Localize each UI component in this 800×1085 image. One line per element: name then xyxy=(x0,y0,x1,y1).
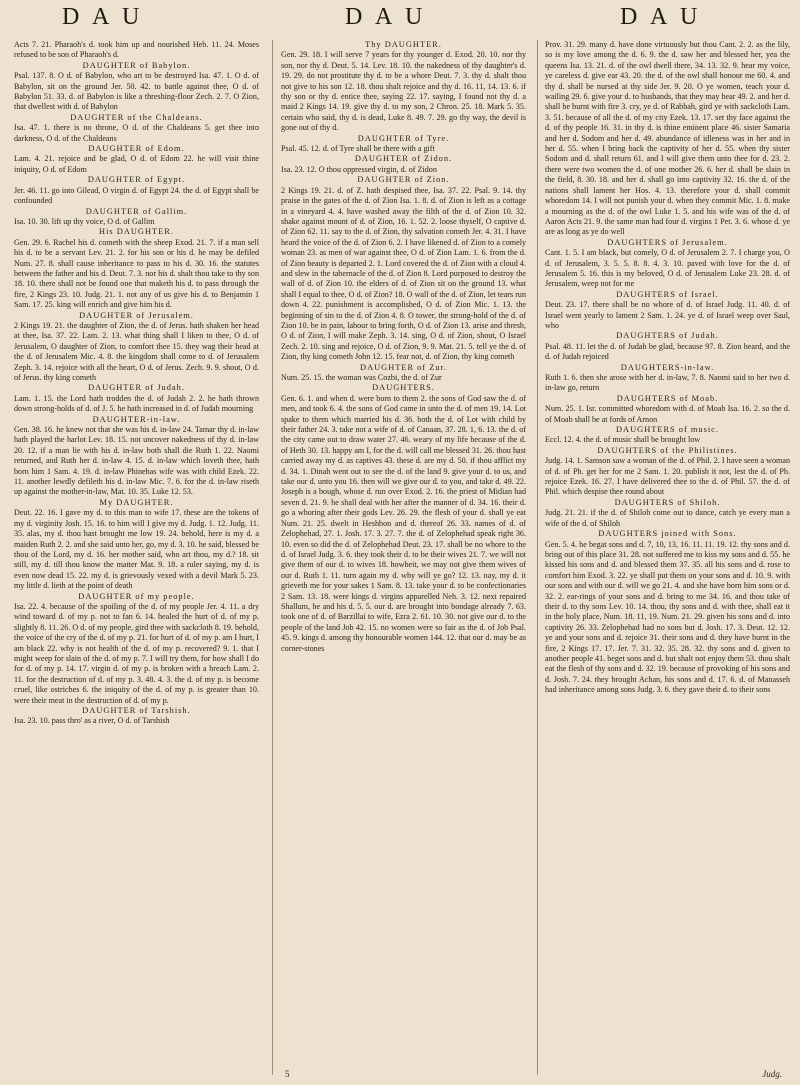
entry-text: Num. 25. 15. the woman was Cozbi, the d. of Zur xyxy=(281,373,442,382)
section-heading: DAUGHTER of Gallim. xyxy=(85,206,188,216)
column-rule xyxy=(537,40,538,1075)
section-heading: DAUGHTER of Babylon. xyxy=(82,60,191,70)
section-heading: DAUGHTER of the Chaldeans. xyxy=(70,112,203,122)
entry-text: Judg. 21. 21. if the d. of Shiloh come out to dance, catch ye every man a wife of the d. of Shiloh xyxy=(545,508,790,528)
entry-text: Lam. 1. 15. the Lord hath trodden the d. of Judah 2. 2. he hath thrown down strong-holds of d. of J. 5. he hath increased in d. of Judah mourning xyxy=(14,393,259,414)
entry-text: Gen. 38. 16. he knew not that she was his d. in-law 24. Tamar thy d. in-law hath played the harlot Lev. 18. 15. not uncover nakedness of thy d. in-law 20. 12. if a man lie with his d. in-law both shall die Ruth 1. 22. Naomi returned, and Ruth her d. in-law 4. 15. d. in-law which loveth thee, hath born him 1 Sam. 4. 19. d. in-law Phinehas wife was with child Ezek. 22. 11. another lewdly defileth his d. in-law Mic. 7. 6. for the d. in-law riseth up against the mother-in-law, Mat. 10. 35. Luke 12. 53. xyxy=(14,425,259,497)
section-heading: Thy DAUGHTER. xyxy=(365,40,442,49)
section-heading: DAUGHTER of Zur. xyxy=(360,362,447,372)
entry-text: Eccl. 12. 4. the d. of music shall be brought low xyxy=(545,435,701,445)
entry-text: Deut. 23. 17. there shall be no whore of d. of Israel Judg. 11. 40. d. of Israel went yearly to lament 2 Sam. 1. 24. ye d. of Israel weep over Saul, who xyxy=(545,300,790,330)
entry-text: Gen. 29. 18. I will serve 7 years for thy younger d. Exod. 20. 10. nor thy son, nor thy d. Deut. 5. 14. Lev. 18. 10. the nakedness of thy daughter's d. 19. 29. do not prostitute thy d. to be a whore Deut. 7. 3. thy d. shalt thou not give to his son 12. 18. thou shalt rejoice and thy d. 16. 11, 14. 13. 6. if thy son or thy d. entice thee, saying 22. 17. saying, I found not thy d. a maid 2 Kings 14. 19. give thy d. to my son, 2 Chron. 25. 18. Mark 5. 35. certain who said, thy d. is dead, Luke 8. 49. 7. 29. go thy way, the devil is gone out of thy d. xyxy=(281,50,526,133)
section-heading: DAUGHTERS joined with Sons. xyxy=(598,529,737,539)
entry-text: Num. 25. 1. Isr. committed whoredom with d. of Moab Isa. 16. 2. so the d. of Moab shall be at fords of Arnon xyxy=(545,404,790,424)
entry-text: Judg. 14. 1. Samson saw a woman of the d. of Phil. 2. I have seen a woman of d. of Ph. get her for me 2 Sam. 1. 20. publish it not, lest the d. of Ph. rejoice Ezek. 16. 27. I have delivered thee to the d. of Phil. 57. the d. of Phil. which despise thee round about xyxy=(545,456,790,497)
section-heading: DAUGHTER of Jerusalem. xyxy=(79,310,194,320)
entry-text: Cant. 1. 5. I am black, but comely, O d. of Jerusalem 2. 7. I charge you, O d. of Jerusalem, 3. 5. 5. 8. 8. 4. 3. 10. paved with love for the d. of Jerusalem 5. 16. this is my beloved, O d. of Jerusalem Luke 23. 28. d. of Jerusalem, weep not for me xyxy=(545,248,790,289)
signature-mark: 5 xyxy=(285,1069,290,1079)
section-heading: DAUGHTERS. xyxy=(372,383,435,393)
entry-text: Gen. 5. 4. he begat sons and d. 7, 10, 13, 16. 11. 11. 19. 12. thy sons and d. bring out of this place 31. 28. not suffered me to kiss my sons and d. 55. he kissed his sons and d. and blessed them 37. 35. all his sons and d. rose to comfort him Exod. 3. 22. ye shall put them on your sons and d. 10. 9. with our sons and with our d. will we go 21. 4. and she have born him sons or d. 32. 2. ear-rings of your sons and d. bring to me 34. 16. and thou take of their d. to thy sons Lev. 10. 14. thou, thy sons and d. with thee, shall eat it in the holy place, Num. 18. 11, 19. Num. 21. 29. given his sons and d. into captivity 26. 33. Zelophehad had no sons but d. Josh. 17. 3. Deut. 12. 12. ye and your sons and d. rejoice 31. their sons and d. they have burnt in the fire, 2 Kings 17. 17. Jer. 7. 31. 32. 35. 28. 32. thy sons and d. given to another people 41. beget sons and d. but shalt not enjoy them 53. thou shalt eat the flesh of thy sons and d. 32. 19. because of provoking of his sons and d. Josh. 7. 24. they brought Achan, his sons and d. 17. 6. d. of Manasseh had inheritance among sons Judg. 3. 6. they gave their d. to their sons xyxy=(545,539,790,695)
entry-text: Jer. 46. 11. go into Gilead, O virgin d. of Egypt 24. the d. of Egypt shall be confounded xyxy=(14,185,259,206)
entry-text: Isa. 10. 30. lift up thy voice, O d. of Gallim xyxy=(14,216,155,226)
column-left xyxy=(14,40,259,1078)
entry-text: Gen. 6. 1. and when d. were born to them 2. the sons of God saw the d. of men, and took 6. 4. the sons of God came in unto the d. of men 19. 14. Lot spake to them which married his d. 36. both the d. of Lot with child by their father 24. 3. take not a wife of d. of Canaan, 37. 28. 1, 6. 13. the d. of the city came out to draw water 27. 46. weary of my life because of the d. of Heth 30. 13. happy am I, for the d. will call me blessed 31. 26. thou hast carried away my d. as captives 43. these d. are my d. 50. if thou afflict my d. 34. 1. Dinah went out to see the d. of the land 9. give your d. to us, and take our d. unto you 16. then will we give our d. to you, and take d. 49. 22. Joseph is a bough, whose d. run over Exod. 2. 16. the priest of Midian had seven d. 21. 9. he shall deal with her after the manner of d. 34. 16. their d. go a whoring after their gods Lev. 26. 29. the flesh of your d. shall ye eat Num. 21. 25. dwelt in Heshbon and d. thereof 26. 33. names of d. of Zelophehad, 27. 1. Josh. 17. 3. 27. 7. the d. of Zelophehad speak right 36. 10. even so did the d. of Zelophehad Deut. 23. 17. shall be no whore to the d. of Israel Judg. 3. 6. they took their d. to be their wives 21. 7. we will not give them of our d. to wives 18. howbeit, we may not give them wives of our d. Ruth 1. 11. turn again my d. why will ye go? 12. 13. nay, my d. it grieveth me for your sakes 1 Sam. 8. 13. take your d. to be confectionaries 2 Sam. 13. 18. were kings d. virgins apparelled Neh. 3. 12. next repaired Shallum, he and his d. 5. 5. our d. are brought into bondage already 7. 63. took one of d. of Barzillai to wife, Ezra 2. 61. 10. 30. not give our d. to the people of the land Job 42. 15. no women were so fair as the d. of Job Psal. 45. 9. kings d. among thy honourable women 144. 12. that our d. may be as corner-stones xyxy=(281,393,526,653)
entry-text: 2 Kings 19. 21. the daughter of Zion, the d. of Jerus. hath shaken her head at thee, Isa. 37. 22. Lam. 2. 13. what thing shall I liken to thee, O d. of Jerusalem, O daughter of Zion, to comfort thee 15. they wag their head at the d. of Jerusalem Mic. 4. 8. the kingdom shall come to d. of Jerusalem Zeph. 3. 14. rejoice with all the heart, O d. of Jerus. Zech. 9. 9. shout, O d. of Jerus. thy king cometh xyxy=(14,320,259,382)
header-center: D A U xyxy=(345,4,427,30)
column-rule xyxy=(272,40,273,1075)
section-heading: DAUGHTER of my people. xyxy=(78,591,195,601)
section-heading: DAUGHTERS of music. xyxy=(616,425,719,435)
entry-text: Isa. 23. 12. O thou oppressed virgin, d. of Zidon xyxy=(281,164,437,174)
section-heading: DAUGHTER of Zion. xyxy=(357,175,450,185)
column-middle xyxy=(281,40,526,1078)
entry-text: Psal. 45. 12. d. of Tyre shall be there with a gift xyxy=(281,144,435,154)
entry-text: Gen. 29. 6. Rachel his d. cometh with the sheep Exod. 21. 7. if a man sell his d. to be a servant Lev. 21. 2. for his son or his d. he may be defiled Num. 27. 8. shall cause inheritance to pass to his d. 30. 16. the statutes between the father and his d. Deut. 7. 3. nor his d. shalt thou take to thy son 18. 10. there shall not be found one that maketh his d. to pass through the fire, 2 Kings 23. 10. Judg. 21. 1. not any of us give his d. to Benjamin 1 Sam. 17. 25. king will enrich and give him his d. xyxy=(14,237,259,310)
section-heading: DAUGHTERS of Moab. xyxy=(616,393,719,403)
section-heading: His DAUGHTER. xyxy=(99,227,174,237)
entry-text: Isa. 23. 10. pass thro' as a river, O d. of Tarshish xyxy=(14,716,170,726)
section-heading: DAUGHTERS of Shiloh. xyxy=(614,497,721,507)
entry-text: Psal. 137. 8. O d. of Babylon, who art to be destroyed Isa. 47. 1. O d. of Babylon, sit on the ground Jer. 50. 42. to battle against thee, O d. of Babylon 51. 33. d. of Babylon is like a threshing-floor Zech. 2. 7. O Zion, that dwellest with d. of Babylon xyxy=(14,71,259,112)
header-right: D A U xyxy=(620,4,702,30)
entry-text: Isa. 47. 1. there is no throne, O d. of the Chaldeans 5. get thee into darkness, O d. of the Chaldeans xyxy=(14,123,259,143)
column-right xyxy=(545,40,790,1078)
section-heading: DAUGHTERS of the Philistines. xyxy=(597,445,738,455)
section-heading: DAUGHTER of Tyre. xyxy=(357,133,450,143)
section-heading: DAUGHTER of Edom. xyxy=(88,144,185,154)
section-heading: DAUGHTERS of Israel. xyxy=(616,289,719,299)
section-heading: DAUGHTERS-in-law. xyxy=(620,362,715,372)
entry-text: Isa. 22. 4. because of the spoiling of the d. of my people Jer. 4. 11. a dry wind toward d. of my p. not to fan 6. 14. healed the hurt of d. of my p. slightly 8. 11. 26. O d. of my people, gird thee with sackcloth 8. 19. behold, the voice of the cry of the d. of my p. 21. for hurt of d. of my p. am I hurt, I am black 22. why is not health of the d. of my p. recovered? 9. 1. that I might weep for slain of the d. of my p. 7. I will try them, for how shall I do for d. of my p. 14. 17. virgin d. of my p. is broken with a breach Lam. 2. 11. for the destruction of d. of my p. 3. 48. 4. 3. the d. of my p. is become cruel, like ostriches 6. the iniquity of the d. of my p. is greater than 10. were their meat in the destruction of d. of my p. xyxy=(14,601,259,705)
section-heading: DAUGHTER of Judah. xyxy=(88,383,185,393)
running-header xyxy=(0,4,800,34)
entry-text: Psal. 48. 11. let the d. of Judah be glad, because 97. 8. Zion heard, and the d. of Judah rejoiced xyxy=(545,341,790,362)
entry-text: Ruth 1. 6. then she arose with her d. in-law, 7. 8. Naomi said to her two d. in-law go, return xyxy=(545,373,790,393)
section-heading: DAUGHTER of Zidon. xyxy=(354,154,453,164)
header-left: D A U xyxy=(62,4,144,30)
entry-text: 2 Kings 19. 21. d. of Z. hath despised thee, Isa. 37. 22. Psal. 9. 14. thy praise in the gates of the d. of Zion Isa. 1. 8. d. of Zion is left as a cottage in a vineyard 4. 4. have washed away the filth of the d. of Zion 10. 32. shake against mount of d. of Zion, 16. 1. 52. 2. loose thyself, O captive d. of Zion 62. 11. say to the d. of Zion, thy salvation cometh Jer. 4. 31. I have heard the voice of the d. of Zion 6. 2. I have likened d. of Zion to a comely woman 23. as men of war against thee, O d. of Zion Lam. 1. 6. from the d. of Zion beauty is departed 2. 1. Lord covered the d. of Zion with a cloud 4. and slew in the tabernacle of the d. of Zion 8. Lord purposed to destroy the wall of d. of Zion 10. the elders of d. of Zion sit on the ground 13. what shall I equal to thee, O d. of Zion? 18. O wall of the d. of Zion, let tears run down 4. 22. punishment is accomplished, O d. of Zion Mic. 1. 13. the beginning of sin to the d. of Zion 4. 8. O tower, the strong-hold of the d. of Zion 10. be in pain, labour to bring forth, O d. of Zion 13. arise and thresh, O d. of Zion, I will make Zeph. 3. 14. sing, O d. of Zion, shout, O Israel Zech. 2. 10. sing and rejoice, O d. of Zion, 9. 9. Mat. 21. 5. tell ye the d. of Zion, thy king cometh John 12. 15. fear not, d. of Zion, thy king cometh xyxy=(281,185,526,362)
section-heading: DAUGHTERS of Judah. xyxy=(616,331,719,341)
section-heading: My DAUGHTER. xyxy=(99,497,174,507)
section-heading: DAUGHTER of Tarshish. xyxy=(82,706,191,715)
entry-text: Lam. 4. 21. rejoice and be glad, O d. of Edom 22. he will visit thine iniquity, O d. of Edom xyxy=(14,154,259,174)
entry-text: Acts 7. 21. Pharaoh's d. took him up and nourished Heb. 11. 24. Moses refused to be son of Pharaoh's d. xyxy=(14,40,259,60)
entry-text: Prov. 31. 29. many d. have done virtuously but thou Cant. 2. 2. as the lily, so is my love among the d. 6. 9. the d. saw her and blessed her, yea the queens Isa. 13. 21. d. of the owl dwell there, 34. 13. 32. 9. hear my voice, ye careless d. give ear 43. 20. the d. of the owl shall honour me 60. 4. and thy d. shall be nursed at thy side Jer. 9. 20. O ye women, teach your d. wailing 29. 6. give your d. to husbands, that they may bear 49. 2. and her d. shall be burnt with fire 3. cry, ye d. of Rabbah, gird ye with sackcloth Lam. 3. 51. because of all the d. of my city Ezek. 13. 17. set thy face against the d. of thy people 16. 31. in thy d. is thine eminent place 46. sister Samaria and her d. Sodom and her d. 49. abundance of idleness was in her and in her d. 55. when I bring back the captivity of her d. 55. when thy sister Sodom and d. shall return 61. and I will give them unto thee for d. 23. 2. there were two women the d. of one mother 26. 6. her d. shall be slain in the field, 8. 30. 18. and her d. shall go into captivity 32. 16. the d. of the nations shall lament her Hos. 4. 13. therefore your d. shall commit whoredom 14. I will not punish your d. when they commit Mic. 1. 8. make a mourning as the d. of the owl Luke 1. 5. and his wife was of the d. of Aaron Acts 21. 9. the same man had four d. virgins 1 Pet. 3. 6. whose d. ye are as long as ye do well xyxy=(545,40,790,237)
section-heading: DAUGHTERS of Jerusalem. xyxy=(607,237,728,247)
section-heading: DAUGHTER-in-law. xyxy=(92,414,181,424)
entry-text: Deut. 22. 16. I gave my d. to this man to wife 17. these are the tokens of my d. virginity Josh. 15. 16. to him will I give my d. Judg. 1. 12. Judg. 11. 35. alas, my d. thou hast brought me low 19. 24. behold, here is my d. a maiden Ruth 2. 2. and she said unto her, go, my d. 3. 10. he said, blessed be thou of the Lord, my d. 16. her mother said, who art thou, my d.? 18. sit still, my d. till thou know the matter Mat. 9. 18. a ruler saying, my d. is even now dead 15. 22. my d. is grievously vexed with a devil Mark 5. 23. my little d. lieth at the point of death xyxy=(14,508,259,591)
section-heading: DAUGHTER of Egypt. xyxy=(87,175,186,185)
catchword: Judg. xyxy=(762,1069,782,1079)
